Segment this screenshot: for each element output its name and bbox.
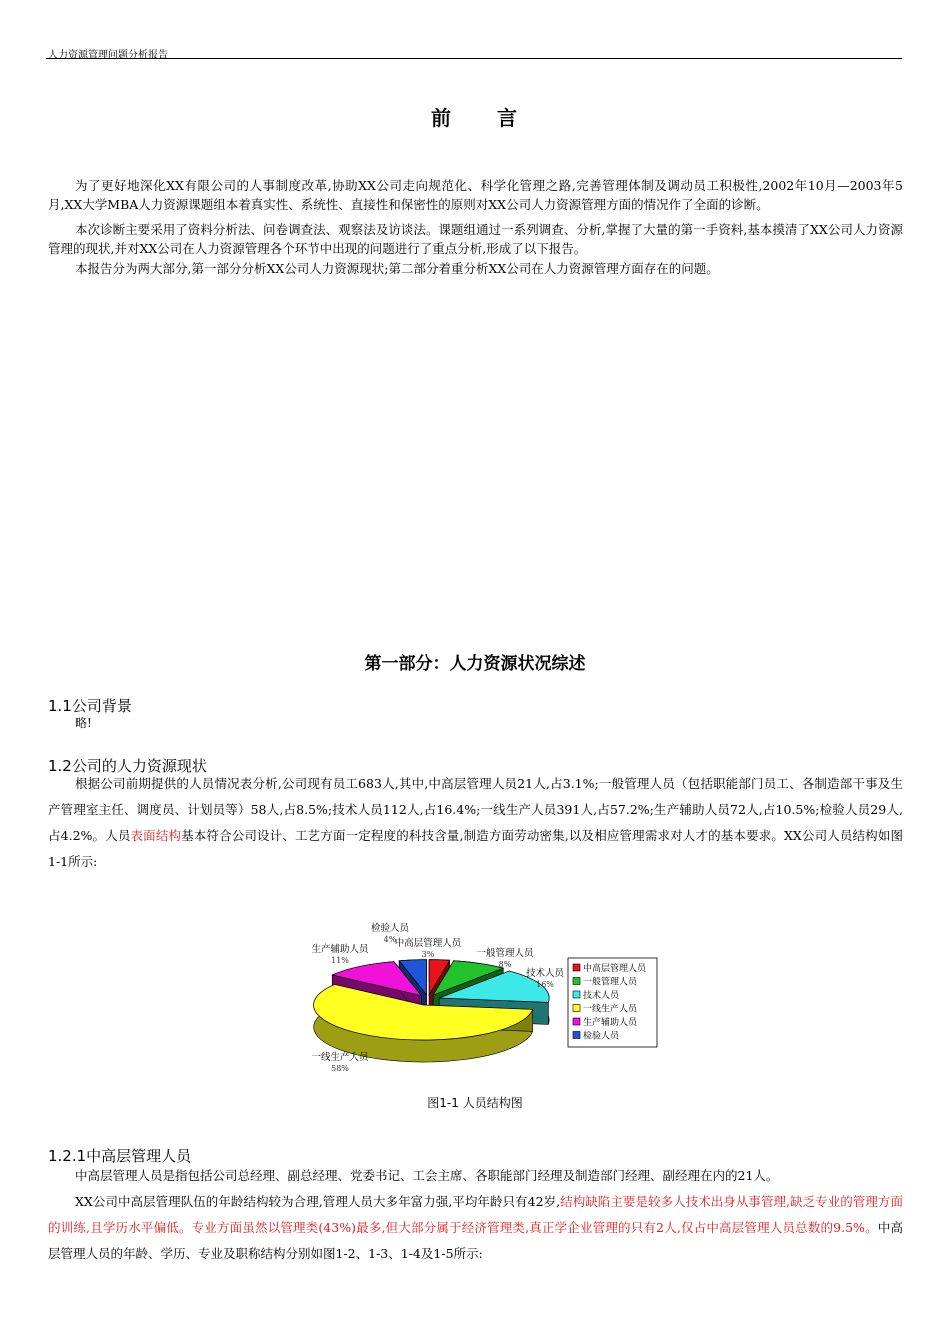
section-1-1-text: 略!	[75, 716, 92, 730]
pie-percent-2: 16%	[536, 980, 554, 989]
header-title: 人力资源管理问题分析报告	[48, 50, 168, 61]
legend-swatch-2	[573, 991, 580, 998]
legend-label-4: 生产辅助人员	[583, 1018, 638, 1028]
section-1-2-1-text-b: 中高层管理人员的年龄、学历、专业及职称结构分别如图1-2、1-3、1-4及1-5所示:	[48, 1220, 903, 1261]
figure-1-1-caption: 图1-1 人员结构图	[427, 1096, 523, 1110]
preface-paragraph-3: 本报告分为两大部分,第一部分分析XX公司人力资源现状;第二部分着重分析XX公司在人力资源管理方面存在的问题。	[75, 261, 719, 276]
pie-label-5: 检验人员	[370, 923, 410, 934]
pie-percent-4: 11%	[331, 956, 349, 965]
legend	[568, 958, 657, 1047]
legend-label-0: 中高层管理人员	[583, 964, 647, 974]
preface-paragraph-2: 本次诊断主要采用了资料分析法、问卷调查法、观察法及访谈法。课题组通过一系列调查、分析,掌握了大量的第一手资料,基本摸清了XX公司人力资源管理的现状,并对XX公司在人力资源管理各个环节中出现的问题进行了重点分析,形成了以下报告。	[48, 222, 903, 256]
section-1-2-1-paragraph-2	[48, 1189, 903, 1267]
section-1-2-paragraph	[48, 771, 903, 875]
legend-label-5: 检验人员	[583, 1031, 620, 1042]
legend-swatch-5	[573, 1032, 580, 1039]
pie-percent-5: 4%	[383, 935, 397, 944]
legend-swatch-4	[573, 1018, 580, 1025]
pie-label-4: 生产辅助人员	[311, 944, 369, 955]
preface-title-right: 言	[497, 106, 519, 130]
legend-swatch-3	[573, 1005, 580, 1012]
pie-layer	[314, 960, 550, 1062]
part1-title: 第一部分：人力资源状况综述	[364, 654, 586, 674]
section-1-2-1-highlight: 结构缺陷主要是较多人技术出身从事管理,缺乏专业的管理方面的训练,且学历水平偏低。专业方面虽然以管理类(43%)最多,但大部分属于经济管理类,真正学企业管理的只有2人,仅占中高层管理人员总数的9.5%。	[48, 1194, 903, 1235]
legend-label-3: 一线生产人员	[583, 1004, 638, 1015]
pie-label-1: 一般管理人员	[476, 948, 534, 959]
preface-title-left: 前	[431, 106, 453, 130]
personnel-structure-pie-chart	[300, 918, 670, 1086]
pie-label-3: 一线生产人员	[311, 1052, 369, 1063]
section-1-2-1-text-a: XX公司中高层管理队伍的年龄结构较为合理,管理人员大多年富力强,平均年龄只有42岁,	[75, 1194, 561, 1209]
preface-title	[0, 102, 950, 131]
section-1-2-text-b: 基本符合公司设计、工艺方面一定程度的科技含量,制造方面劳动密集,以及相应管理需求对人才的基本要求。XX公司人员结构如图1-1所示:	[48, 828, 903, 869]
section-1-2-heading: 1.2公司的人力资源现状	[48, 757, 207, 775]
preface-paragraph-1: 为了更好地深化XX有限公司的人事制度改革,协助XX公司走向规范化、科学化管理之路,完善管理体制及调动员工积极性,2002年10月—2003年5月,XX大学MBA人力资源课题组本着真实性、系统性、直接性和保密性的原则对XX公司人力资源管理方面的情况作了全面的诊断。	[48, 178, 903, 212]
legend-swatch-1	[573, 978, 580, 985]
pie-label-2: 技术人员	[525, 968, 565, 979]
header-rule	[46, 58, 902, 59]
pie-percent-3: 58%	[331, 1064, 349, 1073]
pie-percent-0: 3%	[421, 950, 435, 959]
legend-label-2: 技术人员	[583, 991, 620, 1001]
legend-swatch-0	[573, 964, 580, 971]
section-1-2-highlight: 表面结构	[130, 828, 182, 843]
section-1-1-heading: 1.1公司背景	[48, 697, 132, 715]
section-1-2-1-heading: 1.2.1中高层管理人员	[48, 1147, 192, 1165]
section-1-2-1-paragraph-1: 中高层管理人员是指包括公司总经理、副总经理、党委书记、工会主席、各职能部门经理及制造部门经理、副经理在内的21人。	[75, 1168, 779, 1183]
section-1-2-text-a: 根据公司前期提供的人员情况表分析,公司现有员工683人,其中,中高层管理人员21人,占3.1%;一般管理人员（包括职能部门员工、各制造部干事及生产管理室主任、调度员、计划员等）58人,占8.5%;技术人员112人,占16.4%;一线生产人员391人,占57.2%;生产辅助人员72人,占10.5%;检验人员29人,占4.2%。人员	[48, 776, 903, 843]
pie-percent-1: 8%	[498, 960, 512, 969]
pie-label-0: 中高层管理人员	[394, 938, 462, 949]
legend-label-1: 一般管理人员	[583, 977, 638, 988]
